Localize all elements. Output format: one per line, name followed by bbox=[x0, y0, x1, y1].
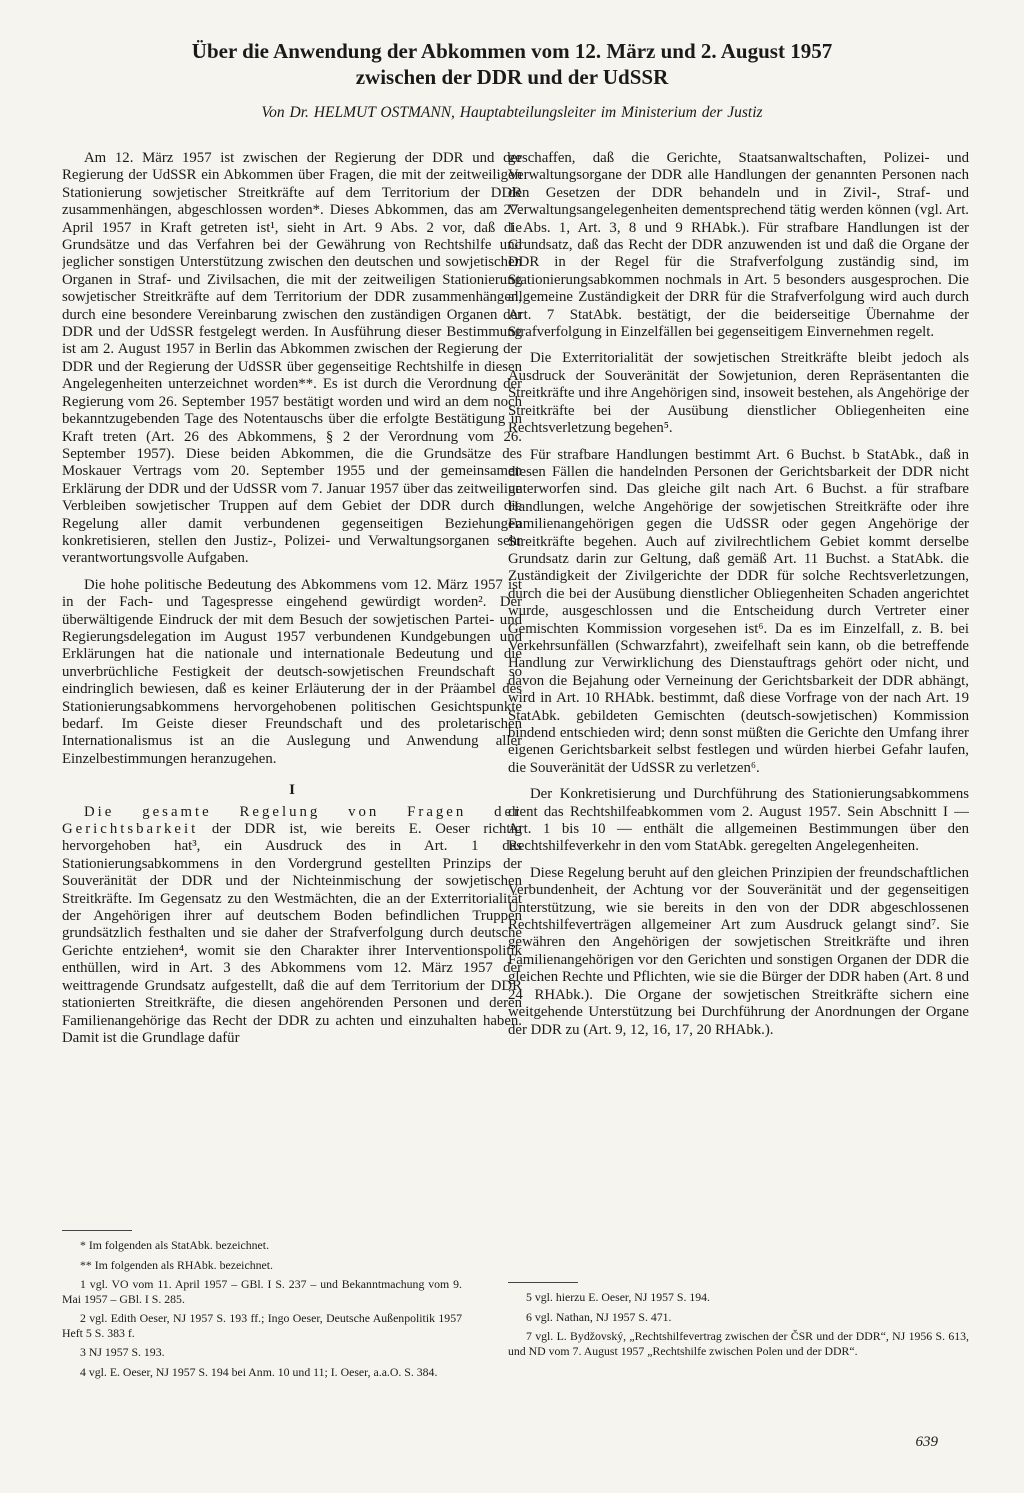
footnote: 4 vgl. E. Oeser, NJ 1957 S. 194 bei Anm. 10 und 11; I. Oeser, a.a.O. S. 384. bbox=[80, 1364, 438, 1379]
footnote: 2 vgl. Edith Oeser, NJ 1957 S. 193 ff.; Ingo Oeser, Deutsche Außenpolitik 1957 Heft 5 S. 383 f. bbox=[62, 1311, 462, 1340]
article-title bbox=[0, 38, 1024, 90]
paragraph: Die hohe politische Bedeutung des Abkommens vom 12. März 1957 ist in der Fach- und Tagespresse eingehend gewürdigt worden². Der überwältigende Eindruck der mit dem Besuch der sowjetischen Partei- und Regierungsdelegation im August 1957 verbundenen Kundgebungen und Erklärungen hat die nationale und internationale Bedeutung und die unverbrüchliche Festigkeit der deutsch-sowjetischen Freundschaft so eindringlich bewiesen, daß es keiner Erläuterung der in der Präambel des Stationierungsabkommens hervorgehobenen politischen Gesichtspunkte bedarf. Im Geiste dieser Freundschaft und des proletarischen Internationalismus ist an die Auslegung und Anwendung aller Einzelbestimmungen heranzugehen. bbox=[62, 576, 522, 767]
paragraph-text: der DDR ist, wie bereits E. Oeser richtig hervorgehoben hat³, ein Ausdruck des in Art. 1 des Stationierungsabkommens in den Vordergrund gestellten Prinzips der Souveränität der DDR und der Nichteinmischung der sowjetischen Streitkräfte. Im Gegensatz zu den Westmächten, die an der Exterritorialität der Angehörigen ihrer auf deutschem Boden befindlichen Truppen grundsätzlich festhalten und sie daher der Strafverfolgung durch deutsche Gerichte entziehen⁴, womit sie den Charakter ihrer Interventionspolitik enthüllen, wird in Art. 3 des Abkommens vom 12. März 1957 der weittragende Grundsatz aufgestellt, daß die auf dem Territorium der DDR stationierten Streitkräfte, die diesen angehörenden Personen und deren Familienangehörige das Recht der DDR zu achten und einzuhalten haben. Damit ist die Grundlage dafür bbox=[62, 821, 522, 1046]
page-number: 639 bbox=[915, 1434, 938, 1450]
section-heading: I bbox=[289, 782, 295, 799]
footnotes-right bbox=[508, 1290, 969, 1363]
paragraph: Am 12. März 1957 ist zwischen der Regierung der DDR und der Regierung der UdSSR ein Abkommen über Fragen, die mit der zeitweiligen Stationierung sowjetischer Streitkräfte auf dem Territorium der DDR zusammenhängen, abgeschlossen worden*. Dieses Abkommen, das am 27. April 1957 in Kraft getreten ist¹, sieht in Art. 9 Abs. 2 vor, daß die Grundsätze und das Verfahren bei der Gewährung von Rechtshilfe und jeglicher sonstigen Unterstützung zwischen den deutschen und sowjetischen Organen in Straf- und Zivilsachen, die mit der zeitweiligen Stationierung sowjetischer Streitkräfte auf dem Territorium der DDR zusammenhängen, durch eine besondere Vereinbarung zwischen den zuständigen Organen der DDR und der UdSSR festgelegt werden. In Ausführung dieser Bestimmung ist am 2. August 1957 in Berlin das Abkommen zwischen der Regierung der DDR und der Regierung der UdSSR über gegenseitige Rechtshilfe in diesen Angelegenheiten unterzeichnet worden**. Es ist durch die Verordnung der Regierung vom 26. September 1957 bestätigt worden und wird an dem noch bekanntzugebenden Tage des Notentauschs über die erfolgte Bestätigung in Kraft treten (Art. 26 des Abkommens, § 2 der Verordnung vom 26. September 1957). Diese beiden Abkommen, die die Grundsätze des Moskauer Vertrags vom 20. September 1955 und der gemeinsamen Erklärung der DDR und der UdSSR vom 7. Januar 1957 über das zeitweilige Verbleiben sowjetischer Truppen auf dem Gebiet der DDR durch die Regelung aller damit verbundenen gegenseitigen Beziehungen konkretisieren, stellen den Justiz-, Polizei- und Verwaltungsorganen sehr verantwortungsvolle Aufgaben. bbox=[62, 150, 522, 567]
author-byline: Von Dr. HELMUT OSTMANN, Hauptabteilungsleiter im Ministerium der Justiz bbox=[261, 104, 763, 121]
title-line-1: Über die Anwendung der Abkommen vom 12. März und 2. August 1957 bbox=[191, 39, 833, 63]
paragraph: Diese Regelung beruht auf den gleichen Prinzipien der freundschaftlichen Verbundenheit, der Achtung vor der Souveränität und der gegenseitigen Unterstützung, wie sie bereits in den von der DDR abgeschlossenen Rechtshilfeverträgen allgemeiner Art zum Ausdruck gelangt sind⁷. Sie gewähren den Angehörigen der sowjetischen Streitkräfte und ihren Familienangehörigen vor den Gerichten und sonstigen Organen der DDR die gleichen Rechte und Pflichten, wie sie die Bürger der DDR haben (Art. 8 und 24 RHAbk.). Die Organe der sowjetischen Streitkräfte sichern eine weitgehende Unterstützung bei Durchführung der Anordnungen der Organe der DDR zu (Art. 9, 12, 16, 17, 20 RHAbk.). bbox=[508, 864, 969, 1038]
footnote: * Im folgenden als StatAbk. bezeichnet. bbox=[80, 1238, 270, 1252]
paragraph bbox=[62, 804, 522, 1048]
footnote-divider bbox=[62, 1230, 132, 1231]
footnote: 1 vgl. VO vom 11. April 1957 – GBl. I S. 237 – und Bekanntmachung vom 9. Mai 1957 – GBl. I S. 285. bbox=[62, 1277, 462, 1306]
footnote: ** Im folgenden als RHAbk. bezeichnet. bbox=[80, 1257, 273, 1272]
footnote: 5 vgl. hierzu E. Oeser, NJ 1957 S. 194. bbox=[526, 1290, 710, 1304]
footnotes-left bbox=[62, 1238, 462, 1384]
paragraph: Der Konkretisierung und Durchführung des Stationierungsabkommens dient das Rechtshilfeabkommen vom 2. August 1957. Sein Abschnitt I — Art. 1 bis 10 — enthält die allgemeinen Bestimmungen über den Rechtshilfeverkehr in den vom StatAbk. geregelten Angelegenheiten. bbox=[508, 786, 969, 855]
paragraph: geschaffen, daß die Gerichte, Staatsanwaltschaften, Polizei- und Verwaltungsorgane der DDR alle Handlungen der genannten Personen nach den Gesetzen der DDR behandeln und in Zivil-, Straf- und Verwaltungsangelegenheiten dementsprechend tätig werden können (vgl. Art. 1 Abs. 1, Art. 3, 8 und 9 RHAbk.). Für strafbare Handlungen ist der Grundsatz, daß das Recht der DDR anzuwenden ist und daß die Organe der DDR in der Regel für die Strafverfolgung zuständig sind, im Stationierungsabkommen nochmals in Art. 5 besonders ausgesprochen. Die allgemeine Zuständigkeit der DRR für die Strafverfolgung wird auch durch Art. 7 StatAbk. bestätigt, der die beiderseitige Übernahme der Strafverfolgung in Einzelfällen bei gegenseitigem Einvernehmen regelt. bbox=[508, 150, 969, 341]
footnote: 7 vgl. L. Bydžovský, „Rechtshilfevertrag zwischen der ČSR und der DDR“, NJ 1956 S. 613, und ND vom 7. August 1957 „Rechtshilfe zwischen Polen und der DDR“. bbox=[508, 1329, 969, 1358]
paragraph: Für strafbare Handlungen bestimmt Art. 6 Buchst. b StatAbk., daß in diesen Fällen die handelnden Personen der Gerichtsbarkeit der DDR nicht unterworfen sind. Das gleiche gilt nach Art. 6 Buchst. a für strafbare Handlungen, welche Angehörige der sowjetischen Streitkräfte oder ihre Familienangehörigen gegen die UdSSR oder gegen Angehörige der Streitkräfte begehen. Auch auf zivilrechtlichem Gebiet kommt derselbe Grundsatz darin zur Geltung, daß gemäß Art. 11 Buchst. a StatAbk. die Zuständigkeit der Zivilgerichte der DDR für solche Rechtsverletzungen, durch die bei der Ausübung dienstlicher Obliegenheiten Schaden angerichtet wurde, ausgeschlossen und die Entscheidung durch Vertreter einer Gemischten Kommission vorgesehen ist⁶. Da es im Einzelfall, z. B. bei Verkehrsunfällen (Schwarzfahrt), zweifelhaft sein kann, ob die betreffende Handlung zur Verwirklichung des Dienstauftrags gehört oder nicht, und davon die Bejahung oder Verneinung der Gerichtsbarkeit der DDR abhängt, wird in Art. 10 RHAbk. bestimmt, daß diese Vorfrage von der nach Art. 19 StatAbk. gebildeten Gemischten (deutsch-sowjetischen) Kommission bindend entschieden wird; denn sonst müßten die Gerichte den Umfang ihrer eigenen Gerichtsbarkeit selbst festlegen und würden hierbei Gefahr laufen, die Souveränität der UdSSR zu verletzen⁶. bbox=[508, 446, 969, 776]
footnote: 6 vgl. Nathan, NJ 1957 S. 471. bbox=[526, 1309, 672, 1324]
right-column bbox=[508, 150, 969, 1260]
footnote-divider bbox=[508, 1282, 578, 1283]
title-line-2: zwischen der DDR und der UdSSR bbox=[355, 65, 669, 89]
left-column bbox=[62, 150, 522, 1260]
paragraph: Die Exterritorialität der sowjetischen Streitkräfte bleibt jedoch als Ausdruck der Souveränität der Sowjetunion, deren Repräsentanten die Streitkräfte und ihre Angehörigen sind, insoweit bestehen, als Angehörige der Streitkräfte bei der Ausübung dienstlicher Obliegenheiten eine Rechtsverletzung begehen⁵. bbox=[508, 350, 969, 437]
spaced-emphasis: Die gesamte Regelung von Fragen der Gerichtsbarkeit bbox=[62, 803, 522, 838]
footnote: 3 NJ 1957 S. 193. bbox=[80, 1345, 165, 1359]
